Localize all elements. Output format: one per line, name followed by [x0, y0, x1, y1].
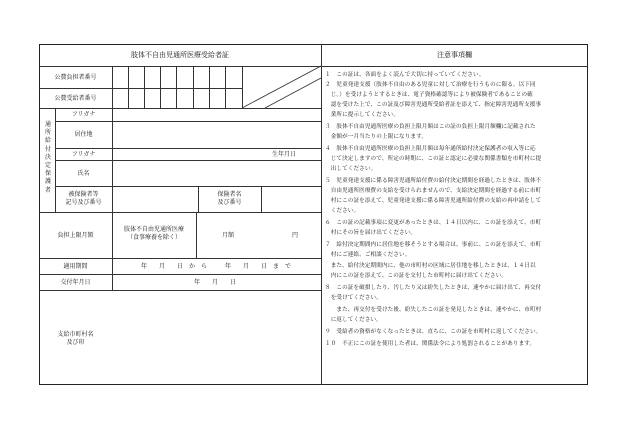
note-line: ５ 児童発達支援に係る障害児通所給付費の給付決定期間を経過したときは、肢体不 — [325, 178, 542, 184]
note-line: に返してください。 — [325, 317, 382, 323]
note-line: 村にご連絡、ご相談ください。 — [325, 252, 411, 258]
row-rule — [55, 121, 321, 122]
guardian-char: 通 — [44, 121, 51, 128]
guardian-char: 給 — [44, 137, 51, 145]
insured-label-1: 被保険者等 — [68, 191, 99, 198]
note-line: じて決定しますので、所定の時期に、この証と認定に必要な関係書類を市町村に提 — [325, 156, 542, 162]
note-line: １０ 不正にこの証を使用した者は、関係法令により処罰されることがあります。 — [325, 341, 536, 347]
note-line: ８ この証を破損したり、汚したり又は紛失したときは、速やかに届け出て、再交付 — [325, 285, 542, 291]
col-rule — [112, 212, 113, 290]
service-label-2: （食事療養を除く） — [126, 234, 181, 241]
note-line: ください。 — [325, 208, 360, 214]
guardian-char: 定 — [44, 162, 51, 170]
municipality-label-2: 及び印 — [66, 339, 85, 346]
row-rule — [55, 148, 321, 149]
payer-number-label: 公費負担者番号 — [54, 74, 97, 81]
note-line: また、再交付を受けた後、紛失したこの証を発見したときは、速やかに、市町村 — [325, 307, 542, 313]
furigana-label: フリガナ — [71, 111, 96, 118]
valid-period-text: 年 月 日 か ら 年 月 日 ま で — [141, 263, 292, 270]
note-line: 認を受けた上で、この証及び障害児通所受給者証を添えて、指定障害児通所支援事 — [325, 102, 542, 108]
note-line: 村にこの証を添えて、児童発達支援に係る障害児通所給付費の支給の再申請をして — [325, 198, 542, 204]
notes-title: 注意事項欄 — [437, 51, 472, 59]
col-rule — [261, 186, 262, 212]
note-line: 自由児通所医療費の支給を受けられませんので、支給決定期間を経過する前に市町 — [325, 188, 542, 194]
guardian-char: 付 — [44, 145, 51, 153]
row-rule — [39, 212, 321, 213]
col-rule — [196, 212, 197, 258]
guardian-char: 決 — [44, 153, 51, 161]
row-rule — [55, 186, 321, 187]
municipality-label-1: 支給市町村名 — [57, 331, 94, 338]
row-rule — [55, 160, 321, 161]
certificate-title: 肢体不自由児通所医療受給者証 — [131, 51, 229, 59]
issue-date-text: 年 月 日 — [194, 279, 237, 286]
valid-period-label: 適用期間 — [63, 263, 88, 270]
birth-date-label: 生年月日 — [272, 151, 297, 158]
note-line: 村にその旨を届け出てください。 — [325, 230, 417, 236]
name-label: 氏名 — [77, 170, 90, 177]
note-line: また、給付決定期間内に、他の市町村の区域に居住地を移したときは、１４日以 — [325, 263, 536, 269]
guardian-char: 護 — [44, 178, 51, 186]
diagonal-line — [242, 66, 321, 108]
insured-label-2: 記号及び番号 — [65, 199, 102, 206]
note-line: を受けてください。 — [325, 295, 382, 301]
address-label: 居住地 — [74, 131, 93, 138]
note-line: ３ 肢体不自由児通所医療の負担上限月額はこの証の負担上限月額欄に記載された — [325, 124, 536, 130]
insurer-label-2: 及び番号 — [217, 199, 242, 206]
recipient-number-label: 公費受給者番号 — [54, 95, 97, 102]
furigana2-label: フリガナ — [71, 151, 96, 158]
note-line: １ この証は、各面をよく読んで大切に持っていてください。 — [325, 72, 485, 78]
guardian-char: 所 — [44, 129, 51, 137]
note-line: ７ 給付決定期間内に居住地を移そうとする場合は、事前に、この証を添えて、市町 — [325, 242, 542, 248]
note-line: ６ この証の記載事項に変更があったときは、１４日以内に、この証を添えて、市町 — [325, 220, 542, 226]
note-line: 内にこの証を添えて、この証を交付した市町村に届け出てください。 — [325, 273, 508, 279]
yen-label: 円 — [292, 232, 299, 239]
note-line: ４ 肢体不自由児通所医療の負担上限月額は毎年通所給付決定保護者の収入等に応 — [325, 146, 536, 152]
issue-date-label: 交付年月日 — [60, 279, 91, 286]
diagonal-line — [265, 78, 321, 108]
limit-amount-label: 負担上限月額 — [57, 232, 94, 239]
row-rule — [39, 274, 321, 275]
note-line: じ。）を受けようとするときは、電子資格確認等により被保険者であることの確 — [325, 92, 533, 98]
guardian-char: 保 — [44, 170, 51, 178]
guardian-section-label — [42, 121, 54, 195]
guardian-char: 者 — [44, 186, 51, 194]
note-line: 出してください。 — [325, 166, 377, 172]
monthly-label: 月額 — [222, 232, 235, 239]
note-line: 業所に提示してください。 — [325, 112, 400, 118]
service-label-1: 肢体不自由児通所医療 — [123, 226, 184, 233]
insurer-label-1: 保険者名 — [217, 191, 242, 198]
note-line: ９ 受給者の資格がなくなったときは、直ちに、この証を市町村に返してください。 — [325, 329, 542, 335]
note-line: 金額が一月当たりの上限になります。 — [325, 134, 428, 140]
row-rule — [39, 258, 321, 259]
note-line: ２ 児童発達支援（肢体不自由のある児童に対して治療を行うものに限る。以下同 — [325, 82, 536, 88]
row-rule — [39, 290, 321, 291]
